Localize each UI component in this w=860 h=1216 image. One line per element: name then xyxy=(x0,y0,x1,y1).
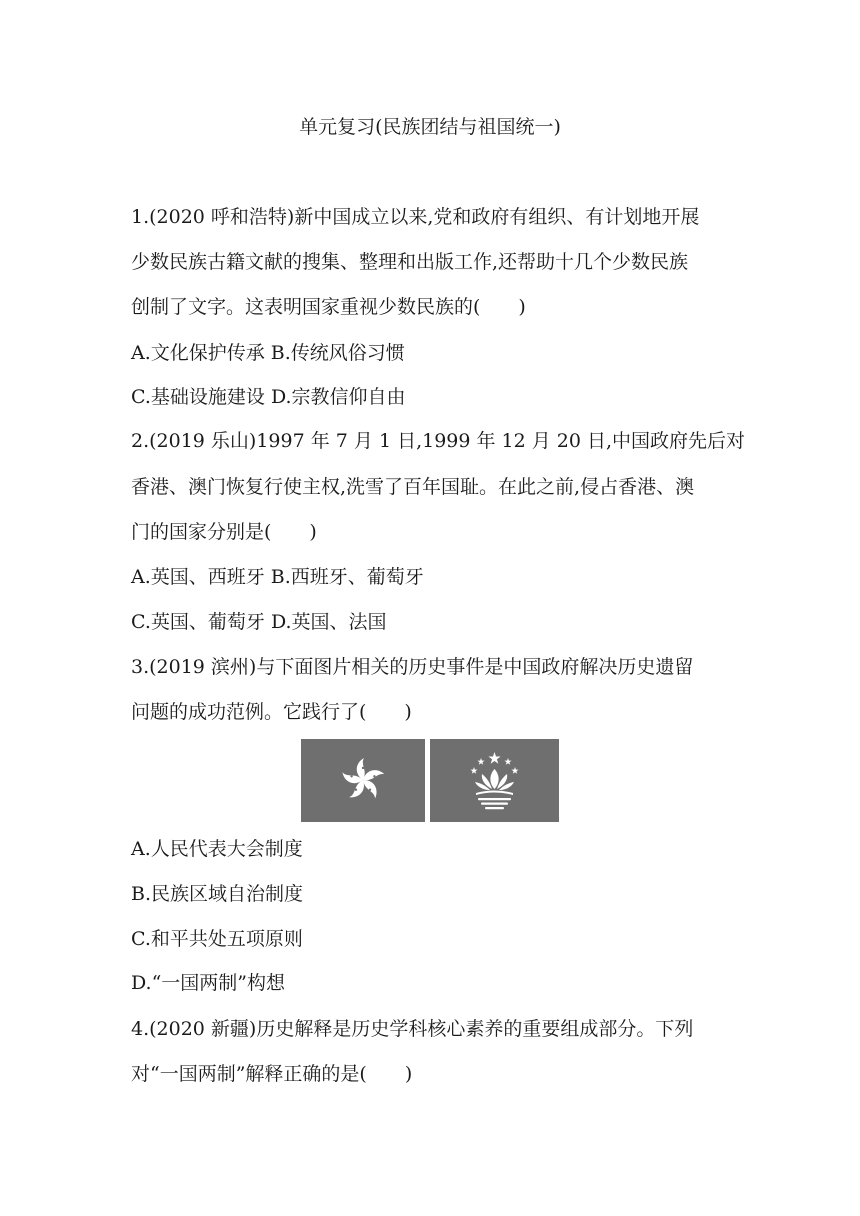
macau-flag-icon xyxy=(430,739,559,822)
question-4-line-2: 对“一国两制”解释正确的是( ) xyxy=(131,1063,413,1085)
flags-figure xyxy=(301,739,559,822)
question-2-options-ab: A.英国、西班牙 B.西班牙、葡萄牙 xyxy=(131,566,424,588)
question-3-option-d: D.“一国两制”构想 xyxy=(131,972,286,994)
hong-kong-flag-icon xyxy=(301,739,425,822)
question-1-line-1: 1.(2020 呼和浩特)新中国成立以来,党和政府有组织、有计划地开展 xyxy=(131,206,700,228)
question-3-option-a: A.人民代表大会制度 xyxy=(131,838,303,860)
question-2-line-3: 门的国家分别是( ) xyxy=(131,521,317,543)
question-3-option-b: B.民族区域自治制度 xyxy=(131,883,304,905)
question-3-line-2: 问题的成功范例。它践行了( ) xyxy=(131,701,412,723)
question-2-line-2: 香港、澳门恢复行使主权,洗雪了百年国耻。在此之前,侵占香港、澳 xyxy=(131,476,695,498)
question-3-line-1: 3.(2019 滨州)与下面图片相关的历史事件是中国政府解决历史遗留 xyxy=(131,656,694,678)
question-3-option-c: C.和平共处五项原则 xyxy=(131,928,303,950)
question-2-options-cd: C.英国、葡萄牙 D.英国、法国 xyxy=(131,611,387,633)
question-1-line-3: 创制了文字。这表明国家重视少数民族的( ) xyxy=(131,296,526,318)
question-4-line-1: 4.(2020 新疆)历史解释是历史学科核心素养的重要组成部分。下列 xyxy=(131,1018,694,1040)
question-1-options-cd: C.基础设施建设 D.宗教信仰自由 xyxy=(131,386,406,408)
question-1-options-ab: A.文化保护传承 B.传统风俗习惯 xyxy=(131,342,405,364)
question-1-line-2: 少数民族古籍文献的搜集、整理和出版工作,还帮助十几个少数民族 xyxy=(131,251,689,273)
page-title: 单元复习(民族团结与祖国统一) xyxy=(299,116,561,138)
question-2-line-1: 2.(2019 乐山)1997 年 7 月 1 日,1999 年 12 月 20 日,中国政府先后对 xyxy=(131,430,746,452)
